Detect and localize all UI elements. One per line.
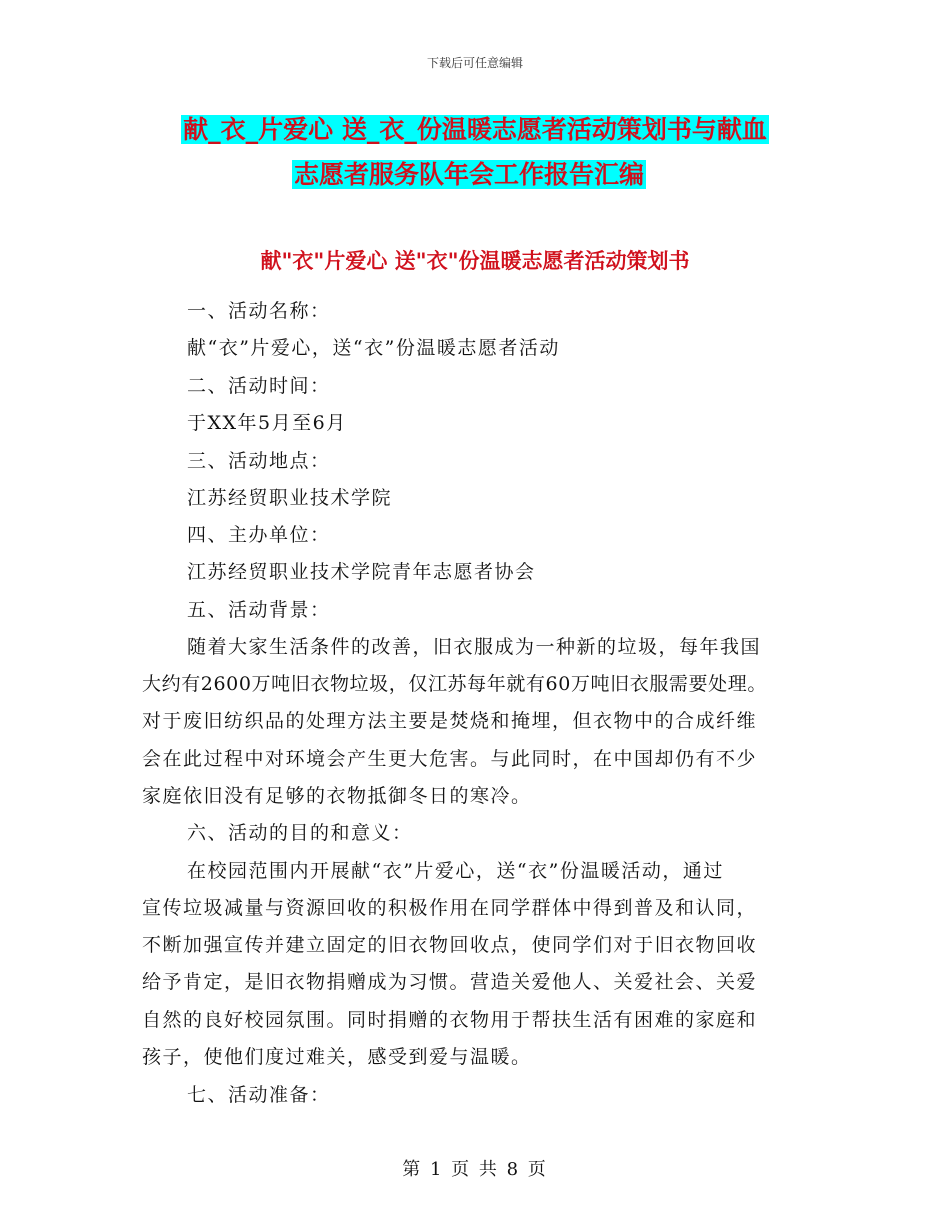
heading-organizer: 四、主办单位： [187,524,331,546]
document-title-line-1: 献_衣_片爱心 送_衣_份温暖志愿者活动策划书与献血 [183,115,767,144]
document-title-line-2: 志愿者服务队年会工作报告汇编 [293,160,644,189]
paragraph-line: 江苏经贸职业技术学院 [187,487,393,509]
paragraph-line: 江苏经贸职业技术学院青年志愿者协会 [187,561,536,583]
paragraph-line: 给予肯定，是旧衣物捐赠成为习惯。营造关爱他人、关爱社会、关爱 [142,971,758,993]
paragraph-line: 会在此过程中对环境会产生更大危害。与此同时，在中国却仍有不少 [142,748,758,770]
section-title: 献"衣"片爱心 送"衣"份温暖志愿者活动策划书 [260,249,690,273]
paragraph-line: 大约有2600万吨旧衣物垃圾，仅江苏每年就有60万吨旧衣服需要处理。 [142,673,767,695]
header-note: 下载后可任意编辑 [426,56,523,70]
heading-preparation: 七、活动准备： [187,1084,331,1106]
heading-activity-location: 三、活动地点： [187,450,331,472]
paragraph-line: 家庭依旧没有足够的衣物抵御冬日的寒冷。 [142,785,532,807]
paragraph-line: 不断加强宣传并建立固定的旧衣物回收点，使同学们对于旧衣物回收 [142,934,758,956]
paragraph-line: 自然的良好校园氛围。同时捐赠的衣物用于帮扶生活有困难的家庭和 [142,1009,758,1031]
paragraph-line: 于XX年5月至6月 [187,412,347,434]
paragraph-line: 随着大家生活条件的改善，旧衣服成为一种新的垃圾，每年我国 [187,636,762,658]
paragraph-line: 对于废旧纺织品的处理方法主要是焚烧和掩埋，但衣物中的合成纤维 [142,710,758,732]
heading-purpose: 六、活动的目的和意义： [187,822,413,844]
heading-activity-name: 一、活动名称： [187,300,331,322]
paragraph-line: 在校园范围内开展献“衣”片爱心，送“衣”份温暖活动，通过 [187,860,724,882]
paragraph-line: 宣传垃圾减量与资源回收的积极作用在同学群体中得到普及和认同， [142,897,758,919]
page-footer: 第 1 页 共 8 页 [402,1159,548,1180]
heading-activity-time: 二、活动时间： [187,375,331,397]
heading-background: 五、活动背景： [187,599,331,621]
paragraph-line: 孩子，使他们度过难关，感受到爱与温暖。 [142,1046,532,1068]
paragraph-line: 献“衣”片爱心，送“衣”份温暖志愿者活动 [187,337,560,359]
